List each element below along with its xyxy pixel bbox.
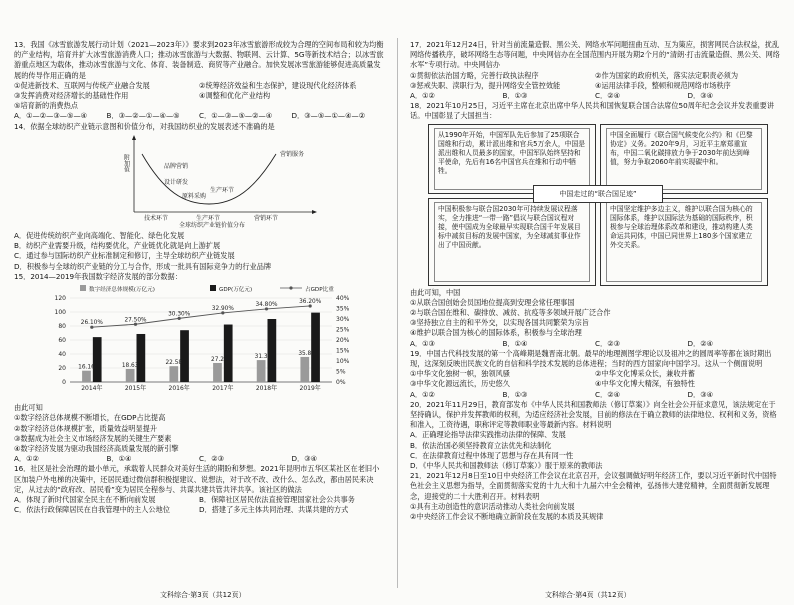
xtick-label: 2017年: [212, 385, 234, 393]
q17-item-3: ③惩戒失职、渎职行为，提升网络安全管控效能: [410, 80, 561, 90]
xtick-label: 2014年: [81, 385, 103, 393]
share-label: 32.90%: [211, 305, 234, 312]
bar-value-label: 27.2: [211, 357, 224, 364]
un-footprint-figure: [428, 124, 768, 286]
question-18: [410, 101, 780, 349]
q18-stem: 18．2021年10月25日，习近平主席在北京出席中华人民共和国恢复联合国合法席位50周年纪念会议并发表重要讲话。中国彰显了大国担当：: [410, 101, 774, 121]
q16-stem: 16．社区是社会治理的最小单元，承载着人民群众对美好生活的期盼和梦想。2021年昆明市五华区某社区在老旧小区加装户外电梯的决策中，还居民通过微信群积极提建议、说想法，对于改不改、改什么、怎么改，都由居民来决定，从过去的“政府改、居民看”变为居民全程参与、共谋共建共管共评共享。该社区的做法: [14, 464, 380, 494]
q15-item-2: ②数字经济总体规模扩张，质量效益明显提升: [14, 423, 158, 433]
q13-item-1: ①促进新技术、互联网与传统产业融合发展: [14, 80, 150, 90]
q15-item-3: ③数据成为社会主义市场经济发展的关键生产要素: [14, 433, 172, 443]
fig-label-raw: 原料采购: [182, 192, 207, 200]
question-13: [14, 40, 384, 122]
ytick-right: 10%: [336, 358, 350, 366]
footer-left: 文科综合·第3页（共12页）: [160, 591, 246, 599]
q15-option-c: C．②③: [199, 454, 225, 464]
q21-item-1: ①具有主动创造性的意识活动推动人类社会向前发展: [410, 501, 575, 511]
ytick-left: 40: [58, 351, 66, 359]
ytick-left: 80: [58, 323, 66, 331]
right-page: [410, 40, 780, 522]
xtick-label: 2018年: [255, 385, 278, 393]
ytick-left: 0: [62, 379, 66, 387]
ytick-right: 35%: [336, 305, 350, 313]
fig-ylabel: 附加值: [122, 153, 130, 172]
question-16: [14, 464, 384, 515]
bar-gdp: [224, 325, 233, 382]
q18-item-1: ①从联合国创始会员国地位提高到安理会常任理事国: [410, 297, 575, 307]
legend-swatch: [210, 285, 216, 291]
q13-item-3: ③发挥消费对经济增长的基础性作用: [14, 91, 129, 101]
q16-option-c: C．依法行政保障居民在自我管理中的主人公地位: [14, 505, 170, 515]
q20-stem: 20．2021年11月29日，教育部发布《中华人民共和国教师法（修订草案）》向全社会公开征求意见，该法规定在于坚持确认，保护并发挥教师的权利，为适应经济社会发展，目前的修法在于确立教师的法律地位、权利和义务，资格和准入，工资待遇，职称评定等教师职业等最新内容。材料说明: [410, 399, 777, 430]
footer-right: 文科综合·第4页（共12页）: [545, 591, 631, 599]
q19-item-3: ③中华文化源远流长，历史悠久: [410, 379, 510, 389]
bar-digital-economy: [82, 371, 91, 382]
q17-item-2: ②作为国家的政府机关，落实法定职责必须为: [595, 70, 739, 80]
q21-stem: 21．2021年12月8日至10日中央经济工作会议在北京召开，会议强调做好明年经济工作，要以习近平新时代中国特色社会主义思想为指导，全面贯彻落实党的十九大和十九届六中全会精神，弘扬伟大建党精神，全面贯彻新发展理念，迎接党的二十大胜利召开。材料表明: [410, 471, 777, 501]
q14-option-a: A．促进传统纺织产业向高端化、智能化、绿色化发展: [14, 231, 185, 241]
share-label: 30.30%: [168, 311, 191, 318]
share-label: 27.50%: [124, 317, 147, 324]
q18-item-3: ③坚持独立自主的和平外交，以实现各国共同繁荣为宗旨: [410, 318, 589, 328]
bar-value-label: 18.63: [121, 363, 139, 370]
q13-option-b: B．③—②—①—④—⑤: [106, 111, 180, 121]
bar-digital-economy: [300, 357, 309, 382]
share-label: 26.10%: [80, 320, 103, 327]
q13-item-2: ②统筹经济效益和生态保护，建设现代化经济体系: [199, 80, 357, 90]
ytick-right: 40%: [336, 295, 350, 303]
question-15: [14, 272, 384, 465]
ytick-right: 30%: [336, 316, 350, 324]
ytick-right: 5%: [336, 368, 346, 376]
q14-option-d: D．积极参与全球纺织产业链的分工与合作，形成一批具有国际竞争力的行业品牌: [14, 261, 272, 271]
bar-digital-economy: [257, 360, 266, 382]
center-title-box: 中国走过的“联合国足迹”: [533, 185, 663, 203]
fig-label-brand: 品牌营销: [164, 162, 189, 170]
bar-gdp: [137, 334, 146, 382]
q15-item-1: ①数字经济总体规模不断增长，在GDP占比提高: [14, 413, 166, 423]
q18-item-2: ②与联合国在维和、碳排放、减贫、抗疫等多领域开展广泛合作: [410, 308, 611, 318]
question-20: [410, 400, 780, 471]
box-climate: 中国全面履行《联合国气候变化公约》和《巴黎协定》义务。2020年9月，习近平主席郑重宣布，中国二氧化碳排放力争于2030年前达到峰值，努力争取2060年前实现碳中和。: [600, 124, 768, 194]
legend-label: 数字经济总体规模(万亿元): [89, 287, 155, 294]
bar-digital-economy: [126, 369, 135, 382]
q20-option-b: B．依法治国必须坚持教育立法优先和法制化: [410, 440, 552, 450]
bar-gdp: [93, 337, 102, 382]
q18-after: 由此可知，中国: [410, 287, 461, 297]
q15-item-4: ④数字经济发展为驱动我国经济高质量发展的新引擎: [14, 444, 179, 454]
q19-option-c: C．②④: [595, 389, 621, 399]
q17-stem: 17．2021年12月24日，针对当前流量造假、黑公关、网络水军问题扭曲互动、互为策应，损害网民合法权益，扰乱网络传播秩序，破坏网络生态等问题，中央网信办在全国范围内开展为期2个月的“清朗·打击流量造假、黑公关、网络水军”专项行动。中央网信办: [410, 40, 780, 70]
xtick-label: 2016年: [168, 385, 190, 393]
bar-gdp: [180, 330, 189, 382]
left-page: [14, 40, 384, 515]
q17-item-1: ①贯彻依法治国方略，完善行政执法程序: [410, 70, 539, 80]
legend-label: 占GDP比重: [305, 287, 334, 294]
q16-option-b: B．保障社区居民依法直接管理国家社会公共事务: [199, 495, 355, 505]
legend-label: GDP(万亿元): [219, 287, 253, 294]
q15-option-d: D．③④: [291, 454, 318, 464]
q14-option-c: C．通过参与国际纺织产业标准制定和修订，主导全球纺织产业链发展: [14, 251, 235, 261]
share-label: 34.80%: [255, 301, 278, 308]
legend-line-marker: [289, 286, 292, 289]
q20-option-d: D．《中华人民共和国教师法（修订草案）》服于原来的教师法: [410, 461, 603, 471]
q15-stem: 15．2014—2019年我国数字经济发展的部分数据：: [14, 271, 182, 281]
q18-option-d: D．②④: [687, 338, 714, 348]
bar-digital-economy: [169, 366, 178, 382]
xtick-label: 2015年: [124, 385, 147, 393]
q19-item-2: ②中华文化博采众长，兼收并蓄: [595, 369, 695, 379]
bar-gdp: [268, 319, 277, 382]
q18-option-b: B．①④: [502, 338, 528, 348]
fig-xtick-1: 技术环节: [144, 214, 169, 222]
box-multilateralism: 中国坚定维护多边主义，维护以联合国为核心的国际体系，维护以国际法为基础的国际秩序，积极参与全球治理体系改革和建设，推动构建人类命运共同体，中国已同世界上180多个国家建立外交关系。: [600, 198, 768, 286]
digital-economy-chart: [14, 282, 384, 400]
ytick-left: 20: [58, 365, 66, 373]
share-label: 36.20%: [299, 299, 322, 306]
ytick-left: 120: [54, 295, 66, 303]
q13-stem: 13．我国《冰雪旅游发展行动计划（2021—2023年）》要求到2023年冰雪旅游形成较为合理的空间布局和较为均衡的产业结构，培育并扩大冰雪旅游消费人口；推动冰雪旅游与大数据、物联网、云计算、5G等新技术结合；以冰雪旅游重点地区为载体，推动冰雪旅游与文化、体育、装备制造、商贸等产业融合。加快发展冰雪旅游能够促进高质量发展的传导作用正确的是: [14, 40, 384, 80]
q15-option-b: B．①④: [106, 454, 132, 464]
q17-item-4: ④运用法律手段，整顿和规范网络市场秩序: [595, 80, 731, 90]
ytick-right: 20%: [336, 337, 350, 345]
bar-digital-economy: [213, 363, 222, 382]
q19-stem: 19．中国古代科技发展的第一个高峰期是魏晋南北朝。最早的地理测图学理论以及祖冲之的圆周率等都在该时期出现，这深刻反映出民族文化的自信和科学技术发展的总体进程；当时的西方国家向中国学习。这从一个侧面说明: [410, 348, 772, 369]
ytick-left: 100: [54, 309, 66, 317]
fig-label-design: 设计研发: [164, 178, 189, 186]
q15-after: 由此可知: [14, 403, 43, 413]
q19-option-a: A．①②: [410, 389, 435, 399]
q18-option-c: C．②③: [595, 338, 621, 348]
q17-option-a: A．①②: [410, 91, 435, 101]
q14-stem: 14．依据全球纺织产业链示意图和价值分布，对我国纺织业的发展表述不准确的是: [14, 121, 275, 131]
fig-xtick-3: 营销环节: [254, 214, 279, 222]
question-19: [410, 349, 780, 400]
bar-value-label: 31.3: [254, 354, 268, 361]
q14-option-b: B．纺织产业需要升级，结构要优化，产业链优化就是向上游扩展: [14, 241, 221, 251]
q19-option-b: B．①③: [502, 389, 528, 399]
bar-value-label: 35.8: [298, 350, 312, 357]
fig-label-production: 生产环节: [210, 186, 235, 194]
q13-option-c: C．①—③—⑤—②—④: [199, 111, 273, 121]
q13-option-a: A．①—②—③—⑤—④: [14, 111, 88, 121]
q19-item-1: ①中华文化独树一帜，独领风骚: [410, 369, 510, 379]
box-development: 中国积极参与联合国2030年可持续发展议程落实，全力推进“一带一路”倡议与联合国议程对接，使中国成为全球最早实现联合国千年发展目标中减贫目标的发展中国家，为全球减贫事业作出了中国贡献。: [428, 198, 596, 286]
q15-option-a: A．①②: [14, 454, 39, 464]
ytick-right: 15%: [336, 347, 350, 355]
question-14: [14, 122, 384, 272]
box-peacekeeping: 从1990年开始，中国军队先后参加了25项联合国维和行动，累计派出维和官兵5万余人，中国是派出维和人员最多的国家，中国军队始终坚持和平使命，先后有16名中国官兵在维和行动中牺牲。: [428, 124, 596, 194]
ytick-left: 60: [58, 337, 66, 345]
q17-option-c: C．②④: [595, 91, 621, 101]
q17-option-b: B．①③: [502, 91, 528, 101]
fig-xtick-2: 生产环节: [196, 214, 221, 222]
question-17: [410, 40, 780, 101]
q18-option-a: A．①③: [410, 338, 435, 348]
q13-item-4: ④调整和优化产业结构: [199, 91, 271, 101]
bar-gdp: [311, 313, 320, 382]
fig-label-service: 营销服务: [280, 150, 305, 158]
q21-item-2: ②中央经济工作会议不断地确立新阶段在发展的本质及其规律: [410, 512, 604, 522]
q16-option-a: A．体现了新时代国家全民主在不断向前发展: [14, 495, 156, 505]
q13-item-5: ⑤培育新的消费热点: [14, 101, 78, 111]
q16-option-d: D．搭建了多元主体共同治理、共谋共建的方式: [199, 505, 349, 515]
q13-option-d: D．③—⑤—①—④—②: [291, 111, 366, 121]
q20-option-a: A．正确理论指导法律实践推动法律的保障、发展: [410, 430, 566, 440]
legend-swatch: [80, 285, 86, 291]
value-chain-figure: [14, 132, 384, 228]
q20-option-c: C．在法律教育过程中体现了思想与存在具有同一性: [410, 450, 574, 460]
question-21: [410, 471, 780, 522]
column-divider: [397, 38, 398, 588]
ytick-right: 25%: [336, 326, 350, 334]
xtick-label: 2019年: [299, 385, 321, 393]
q17-option-d: D．③④: [687, 91, 714, 101]
q19-item-4: ④中华文化博大精深，有独特性: [595, 379, 695, 389]
q19-option-d: D．③④: [687, 389, 714, 399]
bar-value-label: 22.58: [165, 360, 183, 367]
ytick-right: 0%: [336, 379, 346, 387]
q18-item-4: ④维护以联合国为核心的国际体系，积极参与全球治理: [410, 328, 582, 338]
bar-value-label: 16.16: [78, 364, 95, 371]
fig-caption: 全球纺织产业链价值分布: [179, 221, 246, 228]
